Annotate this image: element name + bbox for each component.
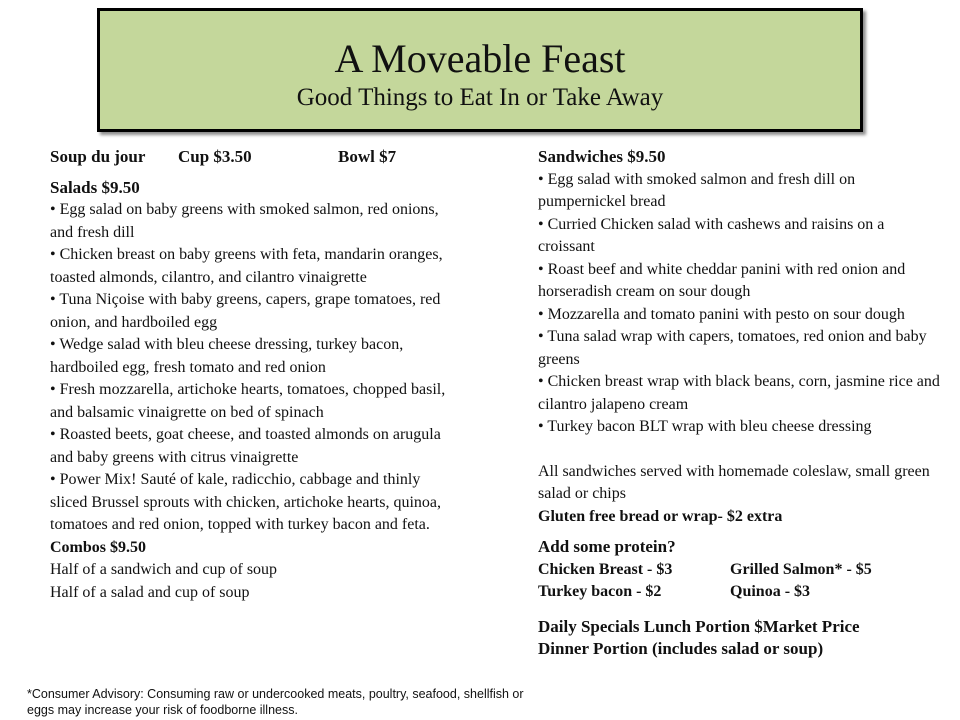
consumer-advisory: *Consumer Advisory: Consuming raw or undercooked meats, poultry, seafood, shellfish or eggs may increase your risk of foodborne illness. bbox=[27, 687, 524, 717]
sandwich-sides-note: All sandwiches served with homemade coleslaw, small green salad or chips bbox=[538, 462, 930, 502]
salads-heading: Salads $9.50 bbox=[50, 177, 140, 197]
menu-banner bbox=[97, 8, 863, 132]
sandwich-item: • Roast beef and white cheddar panini with red onion and horseradish cream on sour dough bbox=[538, 260, 906, 300]
salad-item: • Power Mix! Sauté of kale, radicchio, cabbage and thinly sliced Brussel sprouts with chicken, artichoke hearts, quinoa, tomatoes and red onion, topped with turkey bacon and feta. bbox=[50, 471, 442, 533]
protein-row bbox=[538, 559, 943, 582]
protein-option: Quinoa - $3 bbox=[730, 583, 811, 600]
soup-bowl-price: Bowl $7 bbox=[338, 147, 397, 166]
gluten-free-note: Gluten free bread or wrap- $2 extra bbox=[538, 507, 783, 525]
protein-option: Turkey bacon - $2 bbox=[538, 583, 662, 600]
sandwich-item: • Curried Chicken salad with cashews and raisins on a croissant bbox=[538, 215, 885, 255]
salad-item: • Roasted beets, goat cheese, and toasted almonds on arugula and baby greens with citrus vinaigrette bbox=[50, 426, 441, 466]
protein-option: Grilled Salmon* - $5 bbox=[730, 560, 872, 578]
sandwich-item: • Tuna salad wrap with capers, tomatoes, red onion and baby greens bbox=[538, 328, 927, 368]
salad-item: • Chicken breast on baby greens with feta, mandarin oranges, toasted almonds, cilantro, and cilantro vinaigrette bbox=[50, 246, 443, 286]
sandwich-item: • Turkey bacon BLT wrap with bleu cheese dressing bbox=[538, 418, 872, 435]
salad-item: • Wedge salad with bleu cheese dressing, turkey bacon, hardboiled egg, fresh tomato and red onion bbox=[50, 336, 404, 376]
combos-heading: Combos $9.50 bbox=[50, 538, 147, 556]
daily-specials-lunch: Daily Specials Lunch Portion $Market Price bbox=[538, 616, 860, 636]
soup-label: Soup du jour bbox=[50, 147, 146, 166]
salad-item: • Egg salad on baby greens with smoked salmon, red onions, and fresh dill bbox=[50, 201, 439, 241]
salad-item: • Tuna Niçoise with baby greens, capers, grape tomatoes, red onion, and hardboiled egg bbox=[50, 291, 441, 331]
combo-item: Half of a salad and cup of soup bbox=[50, 583, 250, 601]
right-column bbox=[538, 146, 943, 661]
salad-item: • Fresh mozzarella, artichoke hearts, tomatoes, chopped basil, and balsamic vinaigrette on bed of spinach bbox=[50, 381, 446, 421]
menu-tagline: Good Things to Eat In or Take Away bbox=[296, 84, 664, 111]
protein-row bbox=[538, 581, 943, 604]
sandwich-item: • Chicken breast wrap with black beans, corn, jasmine rice and cilantro jalapeno cream bbox=[538, 373, 940, 413]
left-column bbox=[50, 146, 455, 604]
sandwich-item: • Egg salad with smoked salmon and fresh dill on pumpernickel bread bbox=[538, 170, 856, 210]
combo-item: Half of a sandwich and cup of soup bbox=[50, 561, 278, 578]
sandwiches-heading: Sandwiches $9.50 bbox=[538, 147, 666, 166]
protein-option: Chicken Breast - $3 bbox=[538, 560, 673, 578]
soup-line bbox=[50, 146, 455, 169]
menu-title: A Moveable Feast bbox=[334, 36, 626, 81]
daily-specials-dinner: Dinner Portion (includes salad or soup) bbox=[538, 639, 824, 658]
sandwich-item: • Mozzarella and tomato panini with pesto on sour dough bbox=[538, 305, 905, 323]
protein-heading: Add some protein? bbox=[538, 537, 676, 556]
soup-cup-price: Cup $3.50 bbox=[178, 147, 252, 166]
